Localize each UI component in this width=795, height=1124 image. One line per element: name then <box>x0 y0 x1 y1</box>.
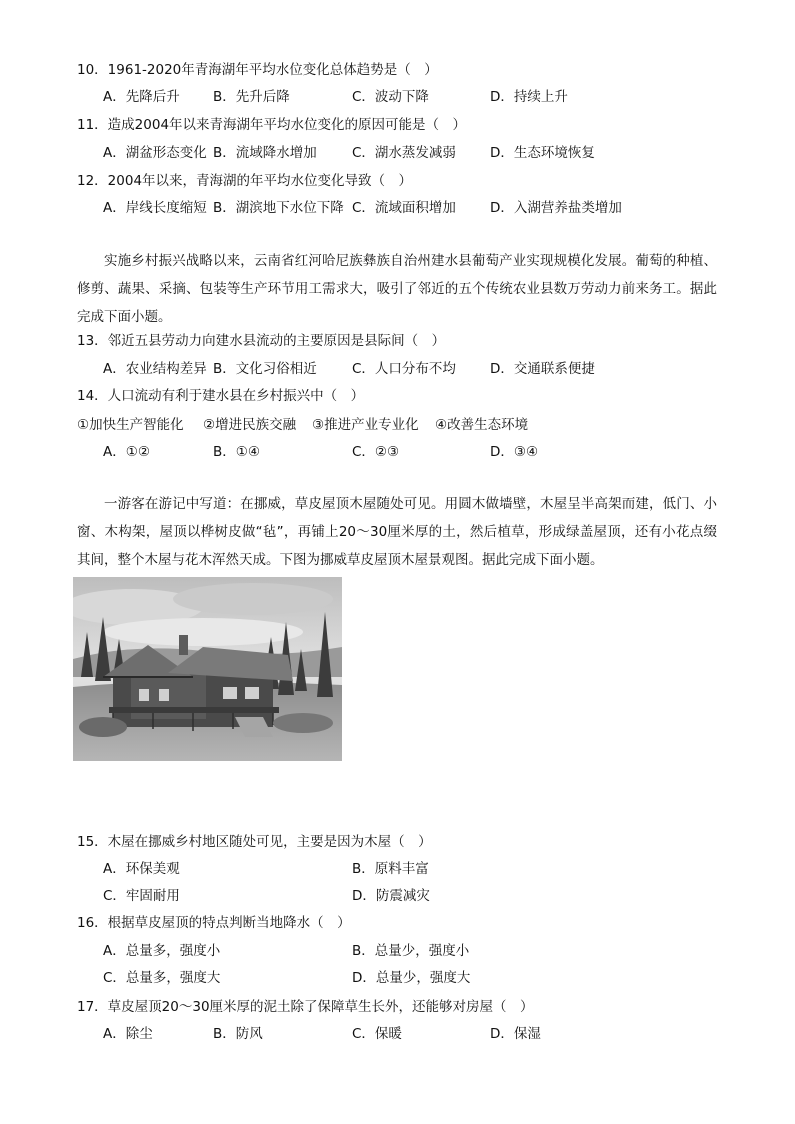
q11-option-b: B．流域降水增加 <box>213 145 317 161</box>
q14-option-b: B．①④ <box>213 444 260 460</box>
q13-option-a: A．农业结构差异 <box>103 361 207 377</box>
q16-option-a: A．总量多，强度小 <box>103 943 221 959</box>
question-12-stem: 12．2004年以来，青海湖的年平均水位变化导致（ ） <box>77 173 413 189</box>
question-11-stem: 11．造成2004年以来青海湖年平均水位变化的原因可能是（ ） <box>77 117 467 133</box>
q17-option-d: D．保湿 <box>490 1026 541 1042</box>
q14-item-3: ③推进产业专业化 <box>312 417 419 433</box>
q14-item-4: ④改善生态环境 <box>435 417 529 433</box>
turf-roof-cabin-photo <box>73 577 342 761</box>
q17-option-a: A．除尘 <box>103 1026 153 1042</box>
passage-norway-cabin: 一游客在游记中写道：在挪威，草皮屋顶木屋随处可见。用圆木做墙壁，木屋呈半高架而建，低门、小窗、木构架，屋顶以桦树皮做“毡”，再铺上20～30厘米厚的土，然后植草，形成绿盖屋顶，还有小花点缀其间，整个木屋与花木浑然天成。下图为挪威草皮屋顶木屋景观图。据此完成下面小题。 <box>77 496 717 568</box>
question-10-stem: 10．1961-2020年青海湖年平均水位变化总体趋势是（ ） <box>77 62 438 78</box>
question-13-stem: 13．邻近五县劳动力向建水县流动的主要原因是县际间（ ） <box>77 333 446 349</box>
q13-option-d: D．交通联系便捷 <box>490 361 595 377</box>
q15-option-a: A．环保美观 <box>103 861 180 877</box>
question-17-stem: 17．草皮屋顶20～30厘米厚的泥土除了保障草生长外，还能够对房屋（ ） <box>77 999 534 1015</box>
q10-option-d: D．持续上升 <box>490 89 568 105</box>
passage-grape-industry: 实施乡村振兴战略以来，云南省红河哈尼族彝族自治州建水县葡萄产业实现规模化发展。葡萄的种植、修剪、蔬果、采摘、包装等生产环节用工需求大，吸引了邻近的五个传统农业县数万劳动力前来务工。据此完成下面小题。 <box>77 253 717 325</box>
q13-option-b: B．文化习俗相近 <box>213 361 317 377</box>
q17-option-c: C．保暖 <box>352 1026 402 1042</box>
q15-option-d: D．防震减灾 <box>352 888 430 904</box>
q10-option-b: B．先升后降 <box>213 89 290 105</box>
q14-option-a: A．①② <box>103 444 150 460</box>
q16-option-d: D．总量少，强度大 <box>352 970 471 986</box>
q12-option-d: D．入湖营养盐类增加 <box>490 200 622 216</box>
q16-option-b: B．总量少，强度小 <box>352 943 470 959</box>
q15-option-c: C．牢固耐用 <box>103 888 180 904</box>
q10-option-c: C．波动下降 <box>352 89 429 105</box>
question-16-stem: 16．根据草皮屋顶的特点判断当地降水（ ） <box>77 915 351 931</box>
q14-item-2: ②增进民族交融 <box>203 417 297 433</box>
q14-option-d: D．③④ <box>490 444 539 460</box>
question-15-stem: 15．木屋在挪威乡村地区随处可见，主要是因为木屋（ ） <box>77 834 432 850</box>
q12-option-c: C．流域面积增加 <box>352 200 456 216</box>
q12-option-a: A．岸线长度缩短 <box>103 200 207 216</box>
q15-option-b: B．原料丰富 <box>352 861 429 877</box>
q14-option-c: C．②③ <box>352 444 400 460</box>
q11-option-a: A．湖盆形态变化 <box>103 145 207 161</box>
q12-option-b: B．湖滨地下水位下降 <box>213 200 344 216</box>
q11-option-c: C．湖水蒸发减弱 <box>352 145 456 161</box>
q10-option-a: A．先降后升 <box>103 89 180 105</box>
q11-option-d: D．生态环境恢复 <box>490 145 595 161</box>
q16-option-c: C．总量多，强度大 <box>103 970 221 986</box>
q14-item-1: ①加快生产智能化 <box>77 417 184 433</box>
q17-option-b: B．防风 <box>213 1026 263 1042</box>
question-14-stem: 14．人口流动有利于建水县在乡村振兴中（ ） <box>77 388 365 404</box>
q13-option-c: C．人口分布不均 <box>352 361 456 377</box>
